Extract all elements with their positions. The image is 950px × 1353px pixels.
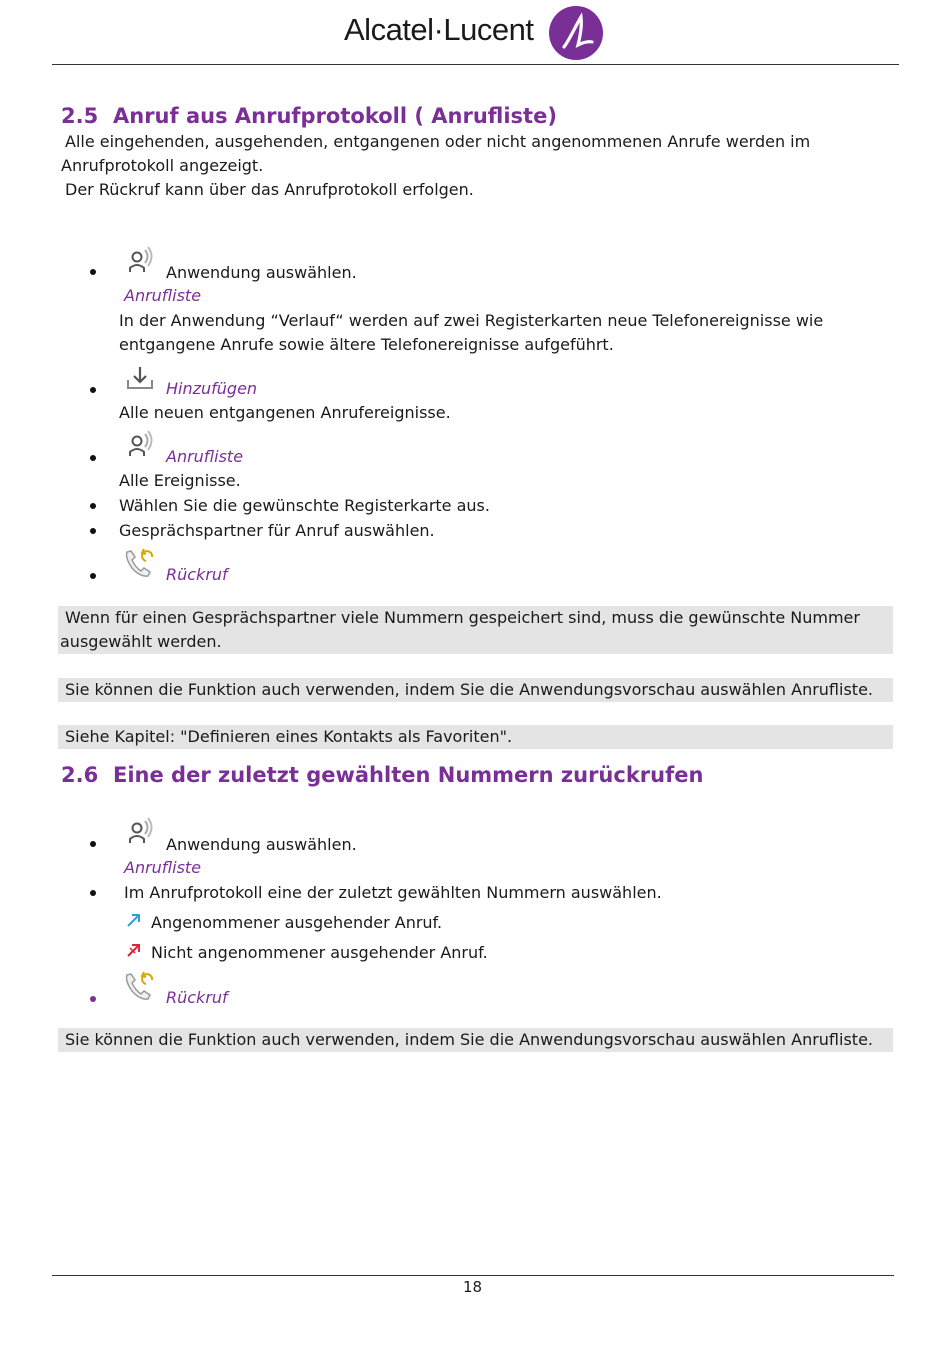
list-bullet: [90, 269, 96, 275]
brand-logo-text: Alcatel·Lucent: [344, 12, 534, 47]
call-log-icon: [124, 428, 158, 462]
list-item-description: Alle Ereignisse.: [119, 471, 241, 490]
list-bullet: [90, 503, 96, 509]
alcatel-lucent-logo-icon: [548, 5, 604, 61]
list-item-text: Anwendung auswählen.: [166, 835, 357, 854]
page-number: 18: [462, 1278, 483, 1296]
callback-icon: [122, 969, 156, 1003]
list-bullet: [90, 528, 96, 534]
section-number: 2.6: [61, 763, 99, 787]
outgoing-answered-arrow-icon: [126, 912, 142, 928]
list-item-description: In der Anwendung “Verlauf“ werden auf zwei Registerkarten neue Telefonereignisse wie: [119, 311, 824, 330]
list-item-text: Wählen Sie die gewünschte Registerkarte aus.: [119, 496, 490, 515]
call-log-icon: [124, 244, 158, 278]
list-item-description: entgangene Anrufe sowie ältere Telefonereignisse aufgeführt.: [119, 335, 614, 354]
note-box: [58, 725, 893, 749]
intro-text: Anrufprotokoll angezeigt.: [61, 156, 264, 175]
list-bullet: [90, 996, 96, 1002]
list-bullet: [90, 573, 96, 579]
note-box: [58, 1028, 893, 1052]
menu-label-anrufliste: Anrufliste: [166, 447, 244, 466]
section-heading-2-6: [61, 763, 703, 787]
menu-label-rueckruf: Rückruf: [166, 565, 228, 584]
section-heading-2-5: [61, 104, 557, 128]
list-item-text: Anwendung auswählen.: [166, 263, 357, 282]
intro-text: Der Rückruf kann über das Anrufprotokoll erfolgen.: [65, 180, 474, 199]
list-bullet: [90, 841, 96, 847]
menu-label-rueckruf: Rückruf: [166, 988, 228, 1007]
intro-text: Alle eingehenden, ausgehenden, entgangenen oder nicht angenommenen Anrufe werden im: [65, 132, 811, 151]
note-box: [58, 606, 893, 654]
note-box: [58, 678, 893, 702]
outgoing-unanswered-arrow-icon: [126, 942, 142, 958]
menu-label-hinzufuegen: Hinzufügen: [166, 379, 258, 398]
list-bullet: [90, 455, 96, 461]
footer-rule: [52, 1275, 894, 1276]
sub-item-text: Nicht angenommener ausgehender Anruf.: [151, 943, 488, 962]
sub-item-text: Angenommener ausgehender Anruf.: [151, 913, 443, 932]
menu-label-anrufliste: Anrufliste: [124, 286, 202, 305]
menu-label-anrufliste: Anrufliste: [124, 858, 202, 877]
section-number: 2.5: [61, 104, 99, 128]
list-item-description: Alle neuen entgangenen Anrufereignisse.: [119, 403, 451, 422]
call-log-icon: [124, 815, 158, 849]
list-item-text: Gesprächspartner für Anruf auswählen.: [119, 521, 435, 540]
list-bullet: [90, 890, 96, 896]
note-text: Sie können die Funktion auch verwenden, indem Sie die Anwendungsvorschau auswählen Anrufliste.: [65, 1030, 873, 1049]
callback-icon: [122, 546, 156, 580]
note-text: ausgewählt werden.: [60, 632, 222, 651]
header-rule: [52, 64, 899, 65]
note-text: Wenn für einen Gesprächspartner viele Nummern gespeichert sind, muss die gewünschte Nummer: [65, 608, 860, 627]
note-text: Siehe Kapitel: "Definieren eines Kontakts als Favoriten".: [65, 727, 513, 746]
download-icon: [124, 364, 158, 398]
list-bullet: [90, 387, 96, 393]
section-title: Anruf aus Anrufprotokoll ( Anrufliste): [113, 104, 557, 128]
section-title: Eine der zuletzt gewählten Nummern zurückrufen: [113, 763, 704, 787]
list-item-text: Im Anrufprotokoll eine der zuletzt gewählten Nummern auswählen.: [124, 883, 662, 902]
note-text: Sie können die Funktion auch verwenden, indem Sie die Anwendungsvorschau auswählen Anrufliste.: [65, 680, 873, 699]
